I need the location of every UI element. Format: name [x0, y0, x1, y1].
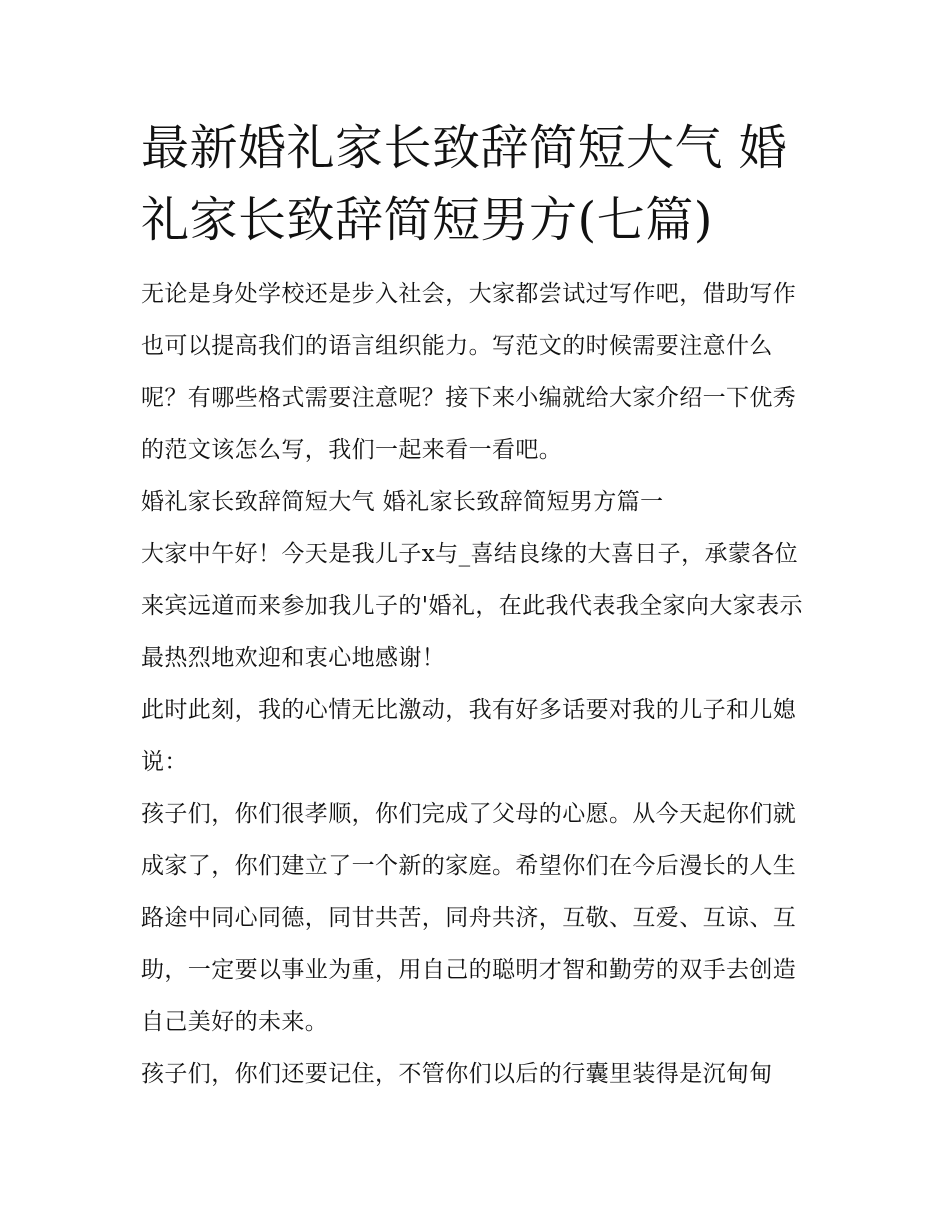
document-content — [141, 112, 813, 1100]
document-body — [141, 268, 813, 1100]
closing-paragraph: 孩子们，你们还要记住，不管你们以后的行囊里装得是沉甸甸 — [141, 1061, 773, 1087]
document-title: 最新婚礼家长致辞简短大气 婚礼家长致辞简短男方(七篇) — [141, 120, 788, 248]
intro-paragraph: 无论是身处学校还是步入社会，大家都尝试过写作吧，借助写作也可以提高我们的语言组织能力。写范文的时候需要注意什么呢？有哪些格式需要注意呢？接下来小编就给大家介绍一下优秀的范文该怎么写，我们一起来看一看吧。 — [141, 281, 797, 463]
greeting-paragraph: 大家中午好！今天是我儿子x与_喜结良缘的大喜日子，承蒙各位来宾远道而来参加我儿子的'婚礼，在此我代表我全家向大家表示最热烈地欢迎和衷心地感谢！ — [141, 541, 803, 671]
advice-paragraph: 孩子们，你们很孝顺，你们完成了父母的心愿。从今天起你们就成家了，你们建立了一个新的家庭。希望你们在今后漫长的人生路途中同心同德，同甘共苦，同舟共济，互敬、互爱、互谅、互助，一定要以事业为重，用自己的聪明才智和勤劳的双手去创造自己美好的未来。 — [141, 801, 797, 1035]
section-heading: 婚礼家长致辞简短大气 婚礼家长致辞简短男方篇一 — [141, 489, 664, 515]
emotion-paragraph: 此时此刻，我的心情无比激动，我有好多话要对我的儿子和儿媳说： — [141, 697, 797, 775]
